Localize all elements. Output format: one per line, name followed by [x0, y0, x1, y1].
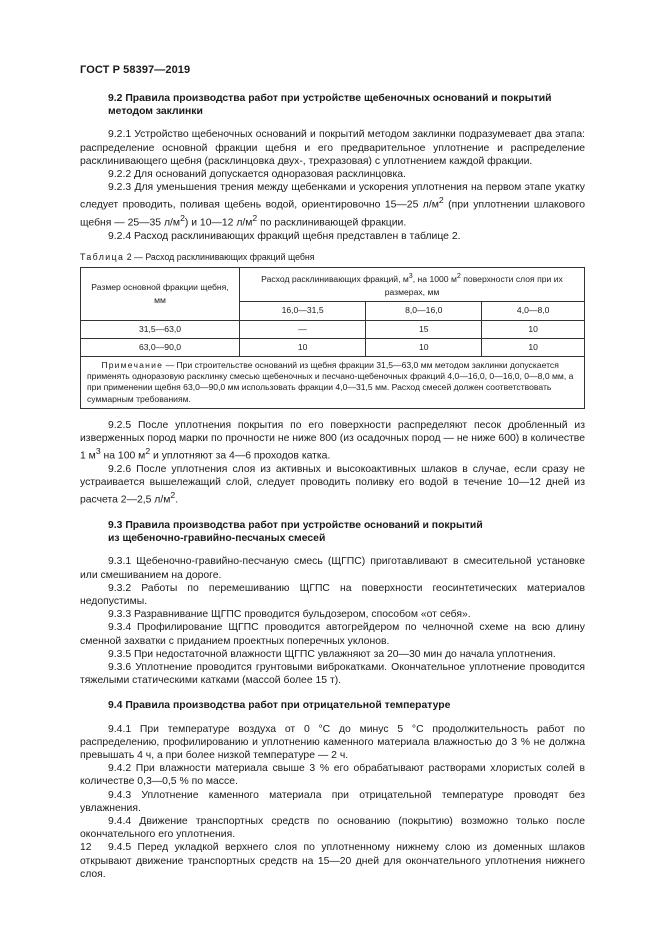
paragraph-9-3-4: 9.3.4 Профилирование ЩГПС проводится автогрейдером по челночной схеме на всю длину сменной захватки с приданием проектных поперечных уклонов.	[80, 622, 585, 647]
table-row: 63,0—90,0 10 10 10	[81, 338, 585, 356]
paragraph-9-2-1: 9.2.1 Устройство щебеночных оснований и покрытий методом заклинки подразумевает два этапа: распределение основной фракции щебня и его предварительное уплотнение и распределение расклинивающего щебня (расклинцовка двух-, трехразовая) с уплотнением каждой фракции.	[80, 129, 585, 167]
sub-header: 4,0—8,0	[482, 302, 585, 320]
paragraph-9-4-2: 9.4.2 При влажности материала свыше 3 % его обрабатывают растворами хлористых солей в количестве 0,3—0,5 % по массе.	[80, 763, 585, 788]
table-note: Примечание — При строительстве оснований из щебня фракции 31,5—63,0 мм методом заклинки допускается применять одноразовую расклинку смесью щебеночных и песчано-щебеночных фракций 4,0—16,0, 0—16,0, 0—8,0 мм, а при применении щебня 63,0—90,0 мм использовать фракции 4,0—31,5 мм. Расход смесей должен соответствовать суммарным требованиям.	[81, 357, 585, 409]
page-content	[80, 92, 585, 881]
paragraph-9-4-1: 9.4.1 При температуре воздуха от 0 °С до минус 5 °С продолжительность работ по распределению, профилированию и уплотнению каменного материала влажностью до 3 % не должна превышать 4 ч, а при более низкой температуре — 2 ч.	[80, 723, 585, 762]
paragraph-9-4-5: 9.4.5 Перед укладкой верхнего слоя по уплотненному нижнему слою из доменных шлаков открывают движение транспортных средств на 15—20 дней для окончательного уплотнения нижнего слоя.	[80, 842, 585, 880]
paragraph-9-3-6: 9.3.6 Уплотнение проводится грунтовыми виброкатками. Окончательное уплотнение проводится тяжелыми статическими катками (массой более 15 т).	[80, 662, 585, 687]
paragraph-9-2-4: 9.2.4 Расход расклинивающих фракций щебня представлен в таблице 2.	[108, 230, 461, 242]
table-row: 31,5—63,0 — 15 10	[81, 320, 585, 338]
paragraph-9-3-1: 9.3.1 Щебеночно-гравийно-песчаную смесь (ЩГПС) приготавливают в смесительной установке или смешиванием на дороге.	[80, 556, 585, 581]
paragraph-9-4-4: 9.4.4 Движение транспортных средств по основанию (покрытию) возможно только после окончательного его уплотнения.	[80, 816, 585, 841]
paragraph-9-2-2: 9.2.2 Для оснований допускается одноразовая расклинцовка.	[108, 169, 406, 181]
page-number: 12	[80, 842, 92, 853]
col-size-header: Размер основной фракции щебня, мм	[81, 268, 240, 320]
section-9-4-heading: 9.4 Правила производства работ при отрицательной температуре	[108, 700, 451, 712]
section-9-2-heading: 9.2 Правила производства работ при устройстве щебеночных оснований и покрытий методом заклинки	[108, 93, 552, 118]
paragraph-9-3-3: 9.3.3 Разравнивание ЩГПС проводится бульдозером, способом «от себя».	[108, 609, 471, 621]
table-2	[80, 267, 585, 409]
sub-header: 16,0—31,5	[240, 302, 366, 320]
section-9-3-heading: 9.3 Правила производства работ при устройстве оснований и покрытий из щебеночно-гравийно-песчаных смесей	[108, 520, 483, 545]
paragraph-9-3-5: 9.3.5 При недостаточной влажности ЩГПС увлажняют за 20—30 мин до начала уплотнения.	[108, 648, 556, 660]
sub-header: 8,0—16,0	[366, 302, 482, 320]
paragraph-9-2-5: 9.2.5 После уплотнения покрытия по его поверхности распределяют песок дробленный из изверженных пород марки по прочности не ниже 800 (из осадочных пород — не ниже 600) в количестве 1 $м^3$ на 100 $м^2$ и уплотняют за 4—6 проходов катка.	[80, 419, 585, 462]
paragraph-9-2-6: 9.2.6 После уплотнения слоя из активных и высокоактивных шлаков в случае, если сразу не устраивается вышележащий слой, следует проводить поливку его водой в течение 10—12 дней из расчета 2—2,5 $л/м^2$.	[80, 463, 585, 506]
paragraph-9-2-3: 9.2.3 Для уменьшения трения между щебенками и ускорения уплотнения на первом этапе укатку следует проводить, поливая щебень водой, ориентировочно 15—25 $л/м^2$ (при уплотнении шлакового щебня — 25—35 $л/м^2$) и 10—12 $л/м^2$ по расклинивающей фракции.	[80, 182, 585, 229]
paragraph-9-3-2: 9.3.2 Работы по перемешиванию ЩГПС на поверхности геосинтетических материалов недопустимы.	[80, 582, 585, 608]
table-caption: Таблица 2 — Расход расклинивающих фракций щебня	[80, 251, 315, 262]
document-code-header: ГОСТ Р 58397—2019	[80, 64, 191, 76]
consumption-header: Расход расклинивающих фракций, $м^3$, на 1000 $м^2$ поверхности слоя при их размерах, мм	[240, 268, 585, 302]
paragraph-9-4-3: 9.4.3 Уплотнение каменного материала при отрицательной температуре проводят без увлажнения.	[80, 789, 585, 814]
